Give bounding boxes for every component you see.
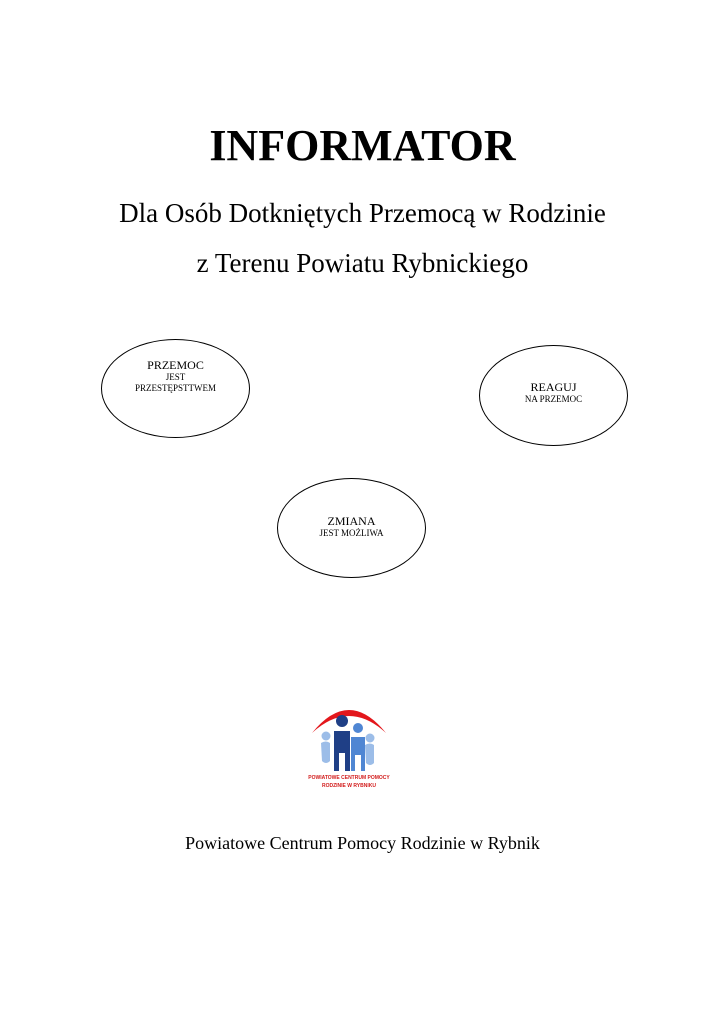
logo-caption-line1: POWIATOWE CENTRUM POMOCY — [308, 775, 390, 781]
document-subtitle-line2: z Terenu Powiatu Rybnickiego — [196, 248, 529, 278]
document-title: INFORMATOR — [209, 121, 516, 170]
oval-przemoc — [101, 339, 250, 438]
family-under-roof-logo-icon — [304, 695, 394, 775]
oval-reaguj-line2: NA PRZEMOC — [524, 394, 583, 404]
oval-przemoc-line2: JEST — [165, 372, 186, 382]
oval-zmiana — [277, 478, 426, 578]
document-subtitle-line1: Dla Osób Dotkniętych Przemocą w Rodzinie — [119, 198, 606, 228]
oval-przemoc-line3: PRZESTĘPSTTWEM — [134, 383, 216, 393]
family-logo — [304, 695, 394, 795]
footer-organization: Powiatowe Centrum Pomocy Rodzinie w Rybnik — [185, 833, 540, 853]
oval-zmiana-line2: JEST MOŻLIWA — [319, 528, 384, 538]
oval-reaguj-main: REAGUJ — [530, 380, 577, 394]
oval-przemoc-main: PRZEMOC — [147, 358, 204, 372]
oval-zmiana-main: ZMIANA — [327, 514, 376, 528]
logo-caption-line2: RODZINIE W RYBNIKU — [322, 783, 376, 789]
oval-reaguj — [479, 345, 628, 446]
logo-arc-icon — [312, 710, 386, 733]
